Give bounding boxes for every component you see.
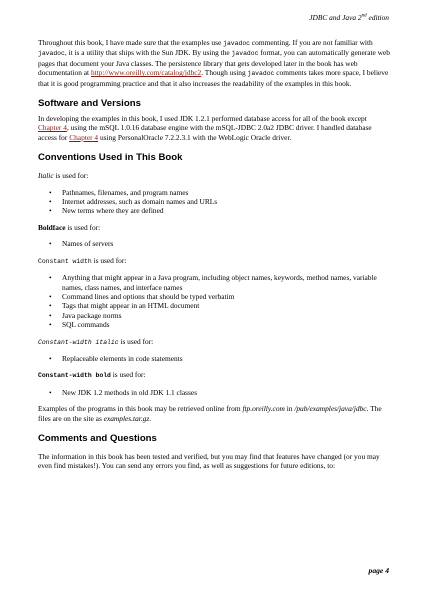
software-text: using PersonalOracle 7.2.2.3.1 with the WebLogic Oracle driver. [98, 132, 292, 142]
chapter-4-link[interactable]: Chapter 4 [38, 123, 67, 133]
list-item: • Replaceable elements in code statements [62, 354, 390, 363]
code-javadoc: javadoc [231, 50, 259, 58]
list-item: • Names of servers [62, 239, 390, 248]
constant-width-term: Constant width [38, 257, 92, 265]
list-item: • New terms where they are defined [62, 206, 390, 215]
software-heading: Software and Versions [38, 98, 141, 110]
code-javadoc: javadoc [38, 50, 65, 58]
code-javadoc: javadoc [247, 70, 275, 78]
page-content [38, 38, 390, 471]
examples-text: . [149, 413, 152, 423]
italic-convention [38, 171, 390, 180]
intro-text: . Though using [201, 68, 248, 78]
ftp-site: ftp.oreilly.com [242, 404, 285, 414]
intro-text: comments takes more space, I believe that it is good programming practice and that it also increases the readability of the examples in this book. [38, 68, 389, 88]
intro-text: commenting. If you are not familiar with [250, 38, 373, 47]
oreilly-catalog-link[interactable]: http://www.oreilly.com/catalog/jdbc2 [90, 68, 202, 78]
list-item: • Pathnames, filenames, and program names [62, 188, 390, 197]
header-edition-suffix: nd [361, 13, 367, 19]
constant-width-list [38, 273, 390, 329]
header-edition-number: 2 [357, 13, 362, 22]
conventions-heading: Conventions Used in This Book [38, 152, 183, 164]
header-edition-word: edition [368, 13, 389, 22]
page-number: page 4 [368, 566, 389, 575]
intro-text: format, you can automatically generate web pages that document your Java classes. The persistence library that gets developed later in the book has web documentation at [38, 48, 390, 78]
examples-paragraph [38, 404, 390, 423]
convention-text: is used for: [110, 370, 146, 380]
constant-width-convention [38, 256, 390, 266]
list-item: • Java package norms [62, 311, 390, 320]
constant-width-italic-term: Constant-width italic [38, 338, 119, 346]
chapter-4-link[interactable]: Chapter 4 [69, 132, 99, 142]
intro-text: Throughout this book, I have made sure that the examples use [38, 38, 224, 47]
intro-text: , it is a utility that ships with the Sun JDK. By using the [64, 48, 232, 58]
convention-text: is used for: [91, 255, 127, 265]
examples-text: in [284, 404, 295, 414]
examples-text: Examples of the programs in this book may be retrieved online from [38, 404, 243, 414]
code-javadoc: javadoc [223, 40, 250, 47]
software-text: In developing the examples in this book, I used JDK 1.2.1 performed database access for all of the book except [38, 114, 367, 124]
ftp-path: /pub/examples/java/jdbc [294, 404, 367, 414]
list-item: • Tags that might appear in an HTML document [62, 301, 390, 310]
list-item: • New JDK 1.2 methods in old JDK 1.1 classes [62, 388, 390, 397]
convention-text: is used for: [53, 171, 89, 181]
comments-paragraph: The information in this book has been tested and verified, but you may find that features have changed (or you may even find mistakes!). You can send any errors you find, as well as suggestions for future editions, to: [38, 451, 380, 471]
constant-width-bold-term: Constant-width bold [38, 372, 111, 380]
comments-heading: Comments and Questions [38, 432, 157, 444]
software-text: , using the mSQL 1.0.16 database engine with the mSQL-JDBC 2.0a2 JDBC driver. I handled database access for [38, 123, 372, 142]
constant-width-bold-convention [38, 370, 390, 380]
list-item: • Anything that might appear in a Java program, including object names, keywords, method names, variable names, class names, and interface names [62, 273, 390, 292]
examples-text: . The files are on the site as [38, 404, 382, 423]
examples-filename: examples.tar.gz [103, 413, 150, 423]
software-paragraph [38, 114, 390, 142]
running-header [309, 13, 389, 22]
convention-text: is used for: [65, 222, 101, 232]
bold-list [38, 239, 390, 248]
list-item: • Internet addresses, such as domain names and URLs [62, 197, 390, 206]
constant-width-italic-convention [38, 337, 390, 347]
bold-convention [38, 223, 390, 232]
bold-term: Boldface [38, 222, 66, 232]
italic-list [38, 188, 390, 216]
italic-term: Italic [38, 171, 54, 181]
intro-paragraph [38, 38, 390, 88]
constant-width-bold-list [38, 388, 390, 397]
convention-text: is used for: [118, 336, 154, 346]
header-book-title: JDBC and Java [309, 13, 357, 22]
list-item: • Command lines and options that should be typed verbatim [62, 292, 390, 301]
list-item: • SQL commands [62, 320, 390, 329]
constant-width-italic-list [38, 354, 390, 363]
